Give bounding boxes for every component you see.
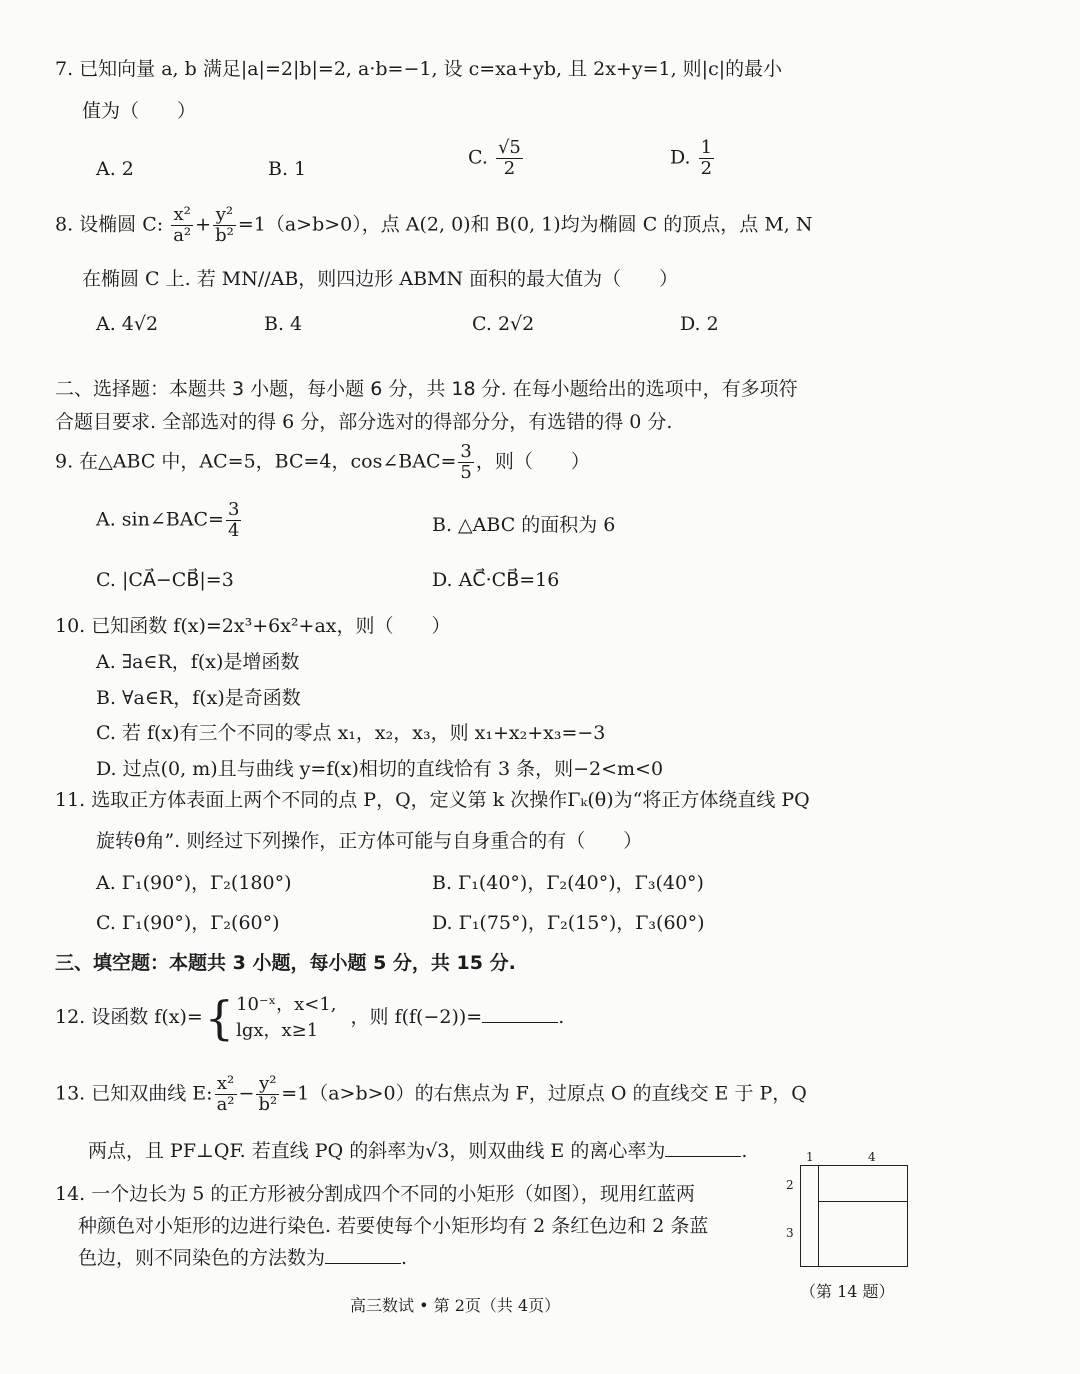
q10-option-d: D. 过点(0, m)且与曲线 y=f(x)相切的直线恰有 3 条，则−2<m<0 [96, 758, 664, 780]
q14-figure-caption: （第 14 题） [800, 1282, 895, 1301]
q11-option-d: D. Γ₁(75°)，Γ₂(15°)，Γ₃(60°) [432, 912, 705, 934]
q9-fraction [458, 442, 473, 483]
q13-stem-line1 [55, 1074, 807, 1115]
q8-fraction-x-num: x² [171, 205, 193, 226]
q7-stem-line1: 7. 已知向量 a, b 满足|a|=2|b|=2, a·b=−1, 设 c=xa+yb, 且 2x+y=1, 则|c|的最小 [55, 58, 783, 80]
q13-answer-blank [665, 1142, 741, 1157]
q7-option-c-fraction [496, 138, 523, 179]
q11-option-b: B. Γ₁(40°)，Γ₂(40°)，Γ₃(40°) [432, 872, 704, 894]
q13-prefix: 13. 已知双曲线 E: [55, 1082, 213, 1105]
q7-option-d [670, 138, 716, 179]
q7-option-d-label: D. [670, 146, 691, 169]
q11-stem-line2: 旋转θ角”. 则经过下列操作，正方体可能与自身重合的有（ ） [96, 830, 643, 852]
q13-fraction-y-den: b² [258, 1093, 278, 1115]
q8-fraction-x [171, 205, 193, 246]
q8-option-d: D. 2 [680, 313, 719, 335]
q7-option-d-fraction [699, 138, 714, 179]
q14-line3-text: 色边，则不同染色的方法数为 [78, 1247, 326, 1269]
q14-stem-line2: 种颜色对小矩形的边进行染色. 若要使每个小矩形均有 2 条红色边和 2 条蓝 [78, 1215, 709, 1237]
q10-stem: 10. 已知函数 f(x)=2x³+6x²+ax，则（ ） [55, 615, 451, 637]
q7-option-d-num: 1 [700, 137, 713, 158]
q9-fraction-num: 3 [460, 441, 472, 462]
q8-option-c: C. 2√2 [472, 313, 535, 335]
q8-fraction-y-num: y² [213, 205, 236, 226]
q13-line2-text: 两点，且 PF⊥QF. 若直线 PQ 的斜率为√3，则双曲线 E 的离心率为 [88, 1140, 666, 1162]
q7-stem-line2: 值为（ ） [82, 100, 197, 122]
q9-option-a-num: 3 [227, 499, 240, 520]
q9-option-d: D. AC⃗·CB⃗=16 [432, 569, 560, 591]
q14-stem-line1: 14. 一个边长为 5 的正方形被分割成四个不同的小矩形（如图），现用红蓝两 [55, 1183, 695, 1205]
q13-minus: − [238, 1082, 255, 1105]
q11-option-c: C. Γ₁(90°)，Γ₂(60°) [96, 912, 280, 934]
q7-option-c-num: √5 [497, 137, 521, 158]
q14-figure-horizontal-divider [818, 1201, 907, 1202]
q9-prefix: 9. 在△ABC 中，AC=5，BC=4，cos∠BAC= [55, 450, 457, 473]
q7-option-b: B. 1 [268, 158, 307, 180]
q12-piece1: 10⁻ˣ，x<1, [236, 994, 337, 1015]
section2-line1: 二、选择题：本题共 3 小题，每小题 6 分，共 18 分. 在每小题给出的选项中，有多项符 [55, 378, 798, 400]
q9-option-c: C. |CA⃗−CB⃗|=3 [96, 569, 234, 591]
q9-option-a-den: 4 [227, 519, 240, 541]
q14-figure-label-4: 4 [868, 1150, 876, 1164]
q12-answer-blank [482, 1008, 558, 1023]
q7-option-d-den: 2 [700, 157, 713, 179]
q7-option-c-label: C. [468, 146, 488, 169]
q13-fraction-y-num: y² [256, 1074, 279, 1095]
q8-fraction-y [213, 205, 236, 246]
q14-figure-vertical-divider [818, 1166, 819, 1266]
q12-brace: { [204, 991, 235, 1046]
q13-suffix: =1（a>b>0）的右焦点为 F，过原点 O 的直线交 E 于 P，Q [281, 1082, 807, 1105]
q12-piece2: lgx，x≥1 [236, 1020, 319, 1042]
q8-stem-line2: 在椭圆 C 上. 若 MN//AB，则四边形 ABMN 面积的最大值为（ ） [82, 268, 679, 290]
q11-stem-line1: 11. 选取正方体表面上两个不同的点 P，Q，定义第 k 次操作Γₖ(θ)为“将正方体绕直线 PQ [55, 789, 810, 811]
q12-pieces [236, 992, 336, 1044]
q8-fraction-y-den: b² [215, 224, 234, 246]
section2-line2: 合题目要求. 全部选对的得 6 分，部分选对的得部分分，有选错的得 0 分. [55, 411, 673, 433]
q10-option-c: C. 若 f(x)有三个不同的零点 x₁，x₂，x₃，则 x₁+x₂+x₃=−3 [96, 722, 606, 744]
q7-option-a: A. 2 [96, 158, 134, 180]
q8-plus: + [195, 213, 212, 236]
q7-option-c-den: 2 [503, 157, 516, 179]
q9-option-a-fraction [226, 500, 241, 541]
q14-figure-label-1: 1 [806, 1150, 814, 1164]
q14-stem-line3: 色边，则不同染色的方法数为 . [78, 1247, 408, 1269]
q8-prefix: 8. 设椭圆 C: [55, 213, 164, 236]
q10-option-b: B. ∀a∈R，f(x)是奇函数 [96, 687, 301, 709]
q8-stem-line1 [55, 205, 813, 246]
q11-option-a: A. Γ₁(90°)，Γ₂(180°) [96, 872, 292, 894]
q7-option-c [468, 138, 525, 179]
q9-suffix: ，则（ ） [475, 450, 590, 473]
q8-fraction-x-den: a² [173, 224, 192, 246]
q14-figure-square [800, 1165, 908, 1267]
q9-option-a-prefix: A. sin∠BAC= [96, 508, 224, 531]
q14-figure-label-3: 3 [786, 1226, 794, 1240]
q13-fraction-x-num: x² [215, 1074, 237, 1095]
q9-stem [55, 442, 590, 483]
q13-fraction-x [215, 1074, 237, 1115]
q12-stem: 12. 设函数 f(x)={ 10⁻ˣ，x<1, lgx，x≥1 ，则 f(f(−2))= . [55, 991, 565, 1046]
q10-option-a: A. ∃a∈R，f(x)是增函数 [96, 651, 300, 673]
q13-fraction-x-den: a² [216, 1093, 235, 1115]
q9-option-b: B. △ABC 的面积为 6 [432, 514, 616, 536]
q12-suffix: ，则 f(f(−2))= [350, 1006, 483, 1029]
q9-option-a [96, 500, 243, 541]
q13-stem-line2: 两点，且 PF⊥QF. 若直线 PQ 的斜率为√3，则双曲线 E 的离心率为 . [88, 1140, 748, 1162]
q8-option-a: A. 4√2 [96, 313, 159, 335]
section3-title: 三、填空题：本题共 3 小题，每小题 5 分，共 15 分. [55, 952, 516, 974]
q8-suffix: =1（a>b>0），点 A(2, 0)和 B(0, 1)均为椭圆 C 的顶点，点 M, N [237, 213, 813, 236]
page-footer: 高三数试 • 第 2页（共 4页） [350, 1296, 561, 1315]
q14-figure-label-2: 2 [786, 1178, 794, 1192]
q9-fraction-den: 5 [460, 461, 472, 483]
q13-fraction-y [256, 1074, 279, 1115]
q12-prefix: 12. 设函数 f(x)= [55, 1006, 203, 1029]
q8-option-b: B. 4 [264, 313, 303, 335]
q14-answer-blank [325, 1249, 401, 1264]
